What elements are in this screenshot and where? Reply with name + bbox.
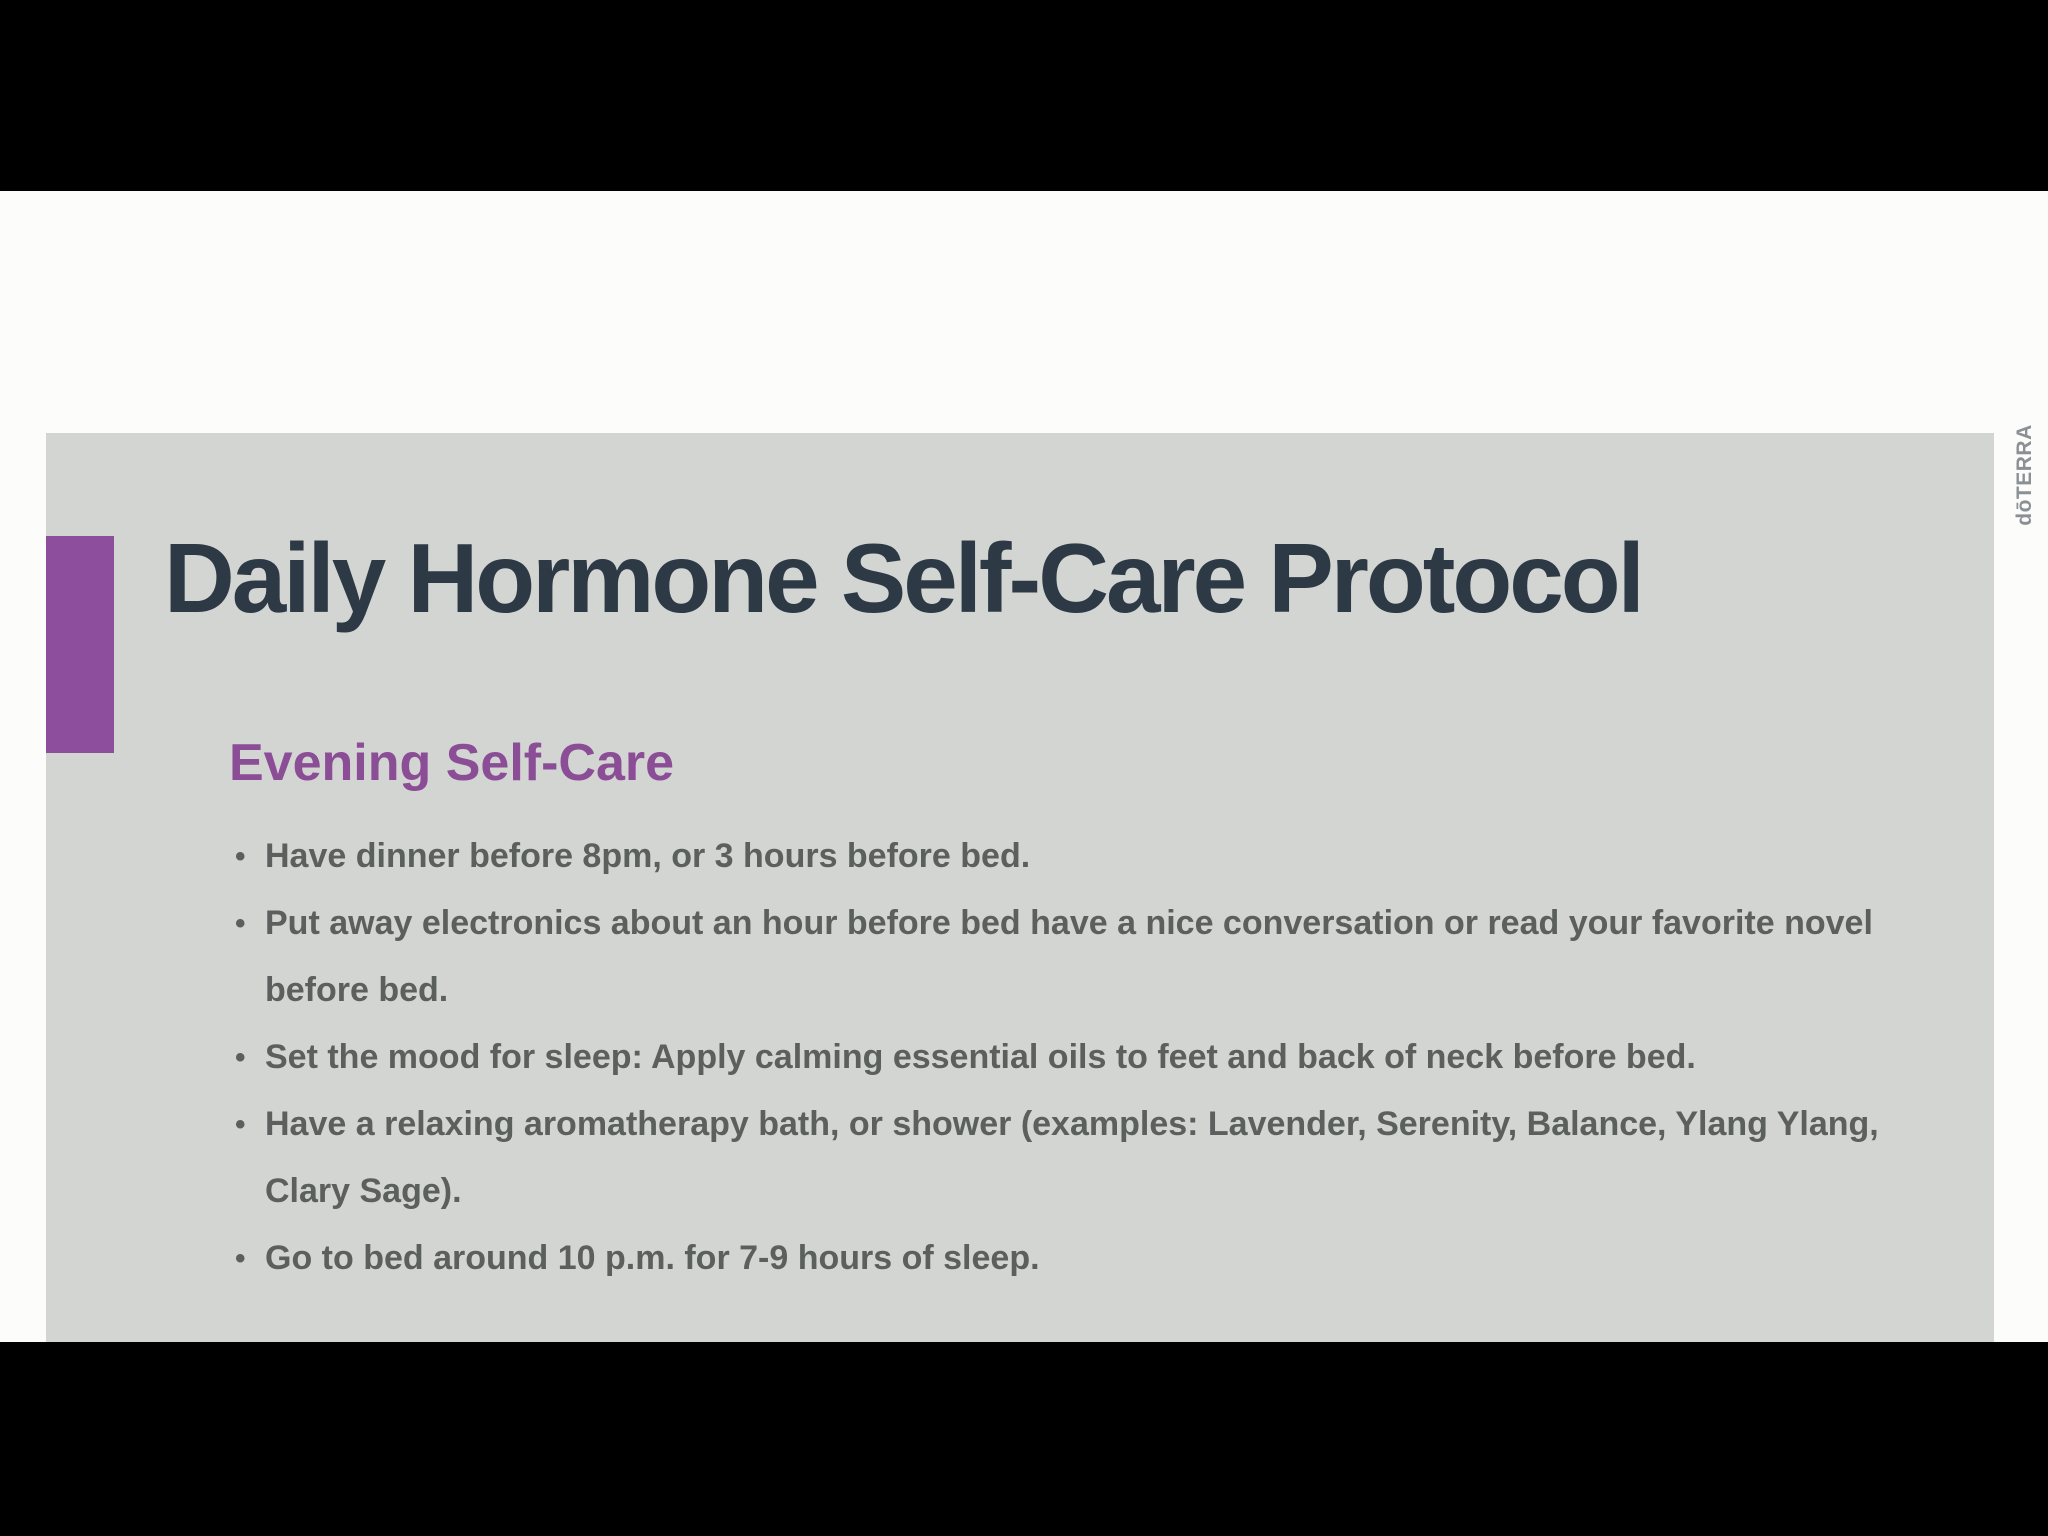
doterra-watermark [2008, 424, 2042, 526]
slide [46, 433, 1994, 1377]
bullet-dot-icon: • [235, 1242, 246, 1275]
bullet-dot-icon: • [235, 840, 246, 873]
doterra-watermark-text: dōTERRA [2013, 424, 2036, 526]
bullet-list [235, 823, 1895, 1292]
accent-bar [46, 536, 114, 753]
slide-title: Daily Hormone Self-Care Protocol [164, 523, 1642, 633]
bullet-text: Have a relaxing aromatherapy bath, or shower (examples: Lavender, Serenity, Balance, Ylang Ylang, Clary Sage). [265, 1105, 1879, 1210]
bullet-item [235, 1225, 1895, 1292]
bullet-text: Go to bed around 10 p.m. for 7-9 hours of sleep. [265, 1239, 1040, 1277]
bullet-dot-icon: • [235, 907, 246, 940]
bullet-text: Have dinner before 8pm, or 3 hours before bed. [265, 837, 1031, 875]
section-heading: Evening Self-Care [229, 734, 675, 792]
bullet-dot-icon: • [235, 1108, 246, 1141]
letterbox-top [0, 0, 2048, 191]
bullet-item [235, 1091, 1895, 1225]
slide-canvas [0, 191, 2048, 1342]
bullet-item [235, 1024, 1895, 1091]
bullet-text: Put away electronics about an hour before bed have a nice conversation or read your favorite novel before bed. [265, 904, 1873, 1009]
bullet-item [235, 890, 1895, 1024]
bullet-text: Set the mood for sleep: Apply calming essential oils to feet and back of neck before bed. [265, 1038, 1696, 1076]
bullet-dot-icon: • [235, 1041, 246, 1074]
bullet-item [235, 823, 1895, 890]
letterbox-bottom [0, 1342, 2048, 1536]
